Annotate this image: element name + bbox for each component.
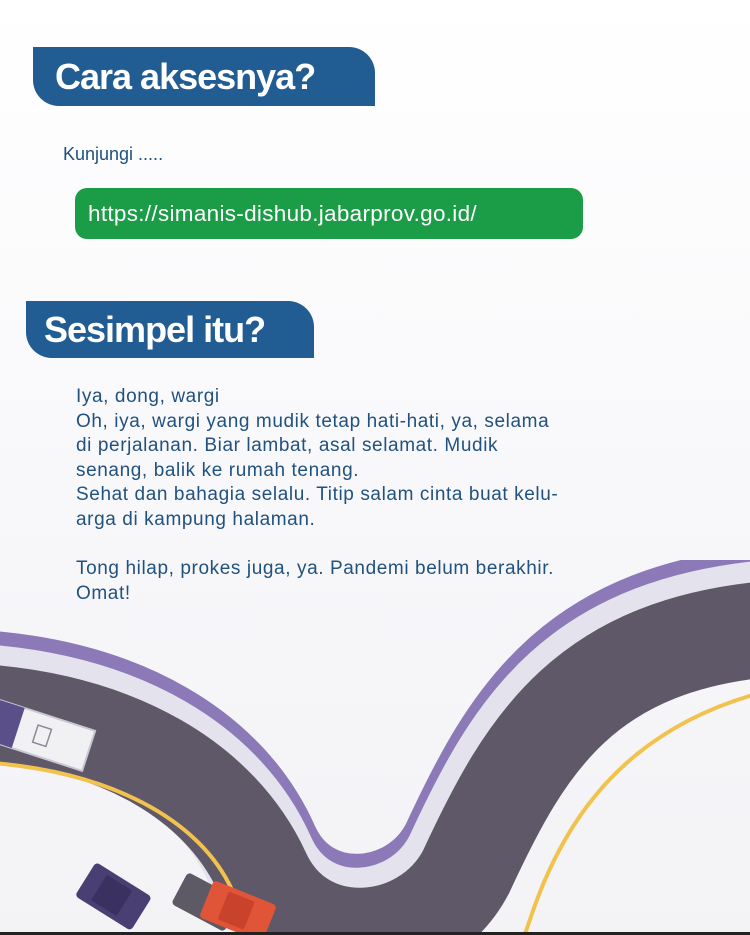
visit-lead-text: Kunjungi ..... xyxy=(63,144,164,164)
website-url-link[interactable] xyxy=(75,188,583,239)
message-line: arga di kampung halaman. xyxy=(76,508,316,530)
winding-road-illustration xyxy=(0,560,750,935)
message-line: Oh, iya, wargi yang mudik tetap hati-hati, ya, selama xyxy=(76,410,550,432)
message-line: Omat! xyxy=(76,582,131,604)
message-line: di perjalanan. Biar lambat, asal selamat. Mudik xyxy=(76,435,499,457)
car-purple xyxy=(75,862,152,931)
section-heading-access xyxy=(33,47,375,106)
paragraph-gap xyxy=(76,533,676,558)
message-line: Iya, dong, wargi xyxy=(76,386,220,407)
message-line: Tong hilap, prokes juga, ya. Pandemi belum berakhir. xyxy=(76,558,554,580)
website-url-text: https://simanis-dishub.jabarprov.go.id/ xyxy=(88,200,477,226)
message-line: Sehat dan bahagia selalu. Titip salam cinta buat kelu- xyxy=(76,484,559,506)
section-heading-access-text: Cara aksesnya? xyxy=(55,55,316,97)
section-heading-simple-text: Sesimpel itu? xyxy=(44,308,266,350)
section-heading-simple xyxy=(26,301,314,358)
message-line: senang, balik ke rumah tenang. xyxy=(76,459,360,481)
